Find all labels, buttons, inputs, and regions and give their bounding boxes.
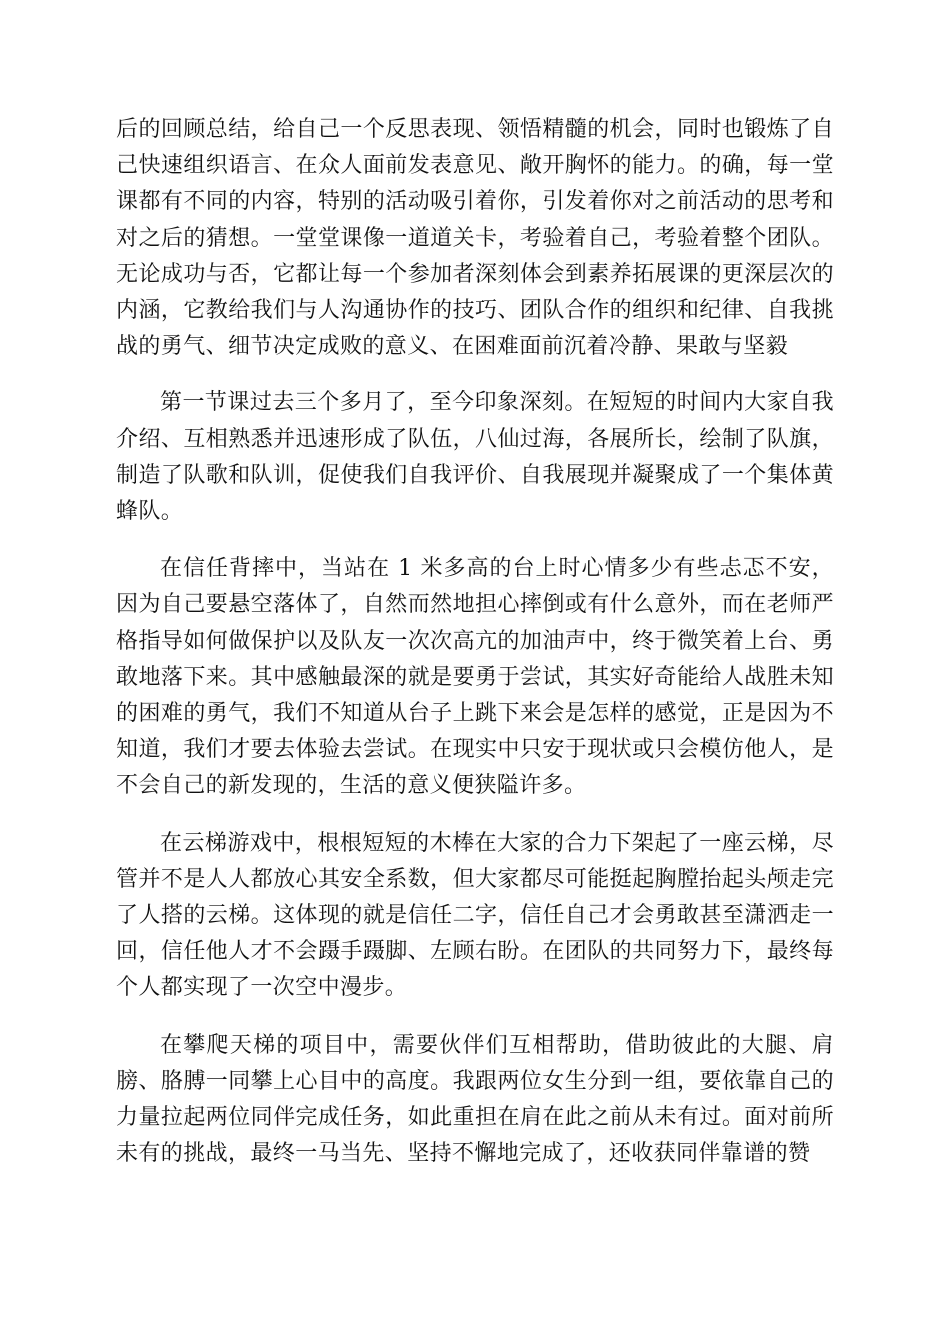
document-body bbox=[116, 112, 834, 1172]
paragraph-trust-fall: 在信任背摔中，当站在 1 米多高的台上时心情多少有些忐忑不安，因为自己要悬空落体了，自然而然地担心摔倒或有什么意外，而在老师严格指导如何做保护以及队友一次次高亢的加油声中，终于微笑着上台、勇敢地落下来。其中感触最深的就是要勇于尝试，其实好奇能给人战胜未知的困难的勇气，我们不知道从台子上跳下来会是怎样的感觉，正是因为不知道，我们才要去体验去尝试。在现实中只安于现状或只会模仿他人，是不会自己的新发现的，生活的意义便狭隘许多。 bbox=[116, 556, 834, 799]
paragraph-first-class: 第一节课过去三个多月了，至今印象深刻。在短短的时间内大家自我介绍、互相熟悉并迅速形成了队伍，八仙过海，各展所长，绘制了队旗，制造了队歌和队训，促使我们自我评价、自我展现并凝聚成了一个集体黄蜂队。 bbox=[116, 390, 834, 525]
paragraph-continuation: 后的回顾总结，给自己一个反思表现、领悟精髓的机会，同时也锻炼了自己快速组织语言、在众人面前发表意见、敞开胸怀的能力。的确，每一堂课都有不同的内容，特别的活动吸引着你，引发着你对之前活动的思考和对之后的猜想。一堂堂课像一道道关卡，考验着自己，考验着整个团队。无论成功与否，它都让每一个参加者深刻体会到素养拓展课的更深层次的内涵，它教给我们与人沟通协作的技巧、团队合作的组织和纪律、自我挑战的勇气、细节决定成败的意义、在困难面前沉着冷静、果敢与坚毅 bbox=[116, 117, 834, 360]
paragraph-cloud-ladder: 在云梯游戏中，根根短短的木棒在大家的合力下架起了一座云梯，尽管并不是人人都放心其安全系数，但大家都尽可能挺起胸膛抬起头颅走完了人搭的云梯。这体现的就是信任二字，信任自己才会勇敢甚至潇洒走一回，信任他人才不会蹑手蹑脚、左顾右盼。在团队的共同努力下，最终每个人都实现了一次空中漫步。 bbox=[116, 830, 834, 1001]
paragraph-sky-ladder: 在攀爬天梯的项目中，需要伙伴们互相帮助，借助彼此的大腿、肩膀、胳膊一同攀上心目中的高度。我跟两位女生分到一组，要依靠自己的力量拉起两位同伴完成任务，如此重担在肩在此之前从未有过。面对前所未有的挑战，最终一马当先、坚持不懈地完成了，还收获同伴靠谱的赞 bbox=[116, 1032, 834, 1167]
